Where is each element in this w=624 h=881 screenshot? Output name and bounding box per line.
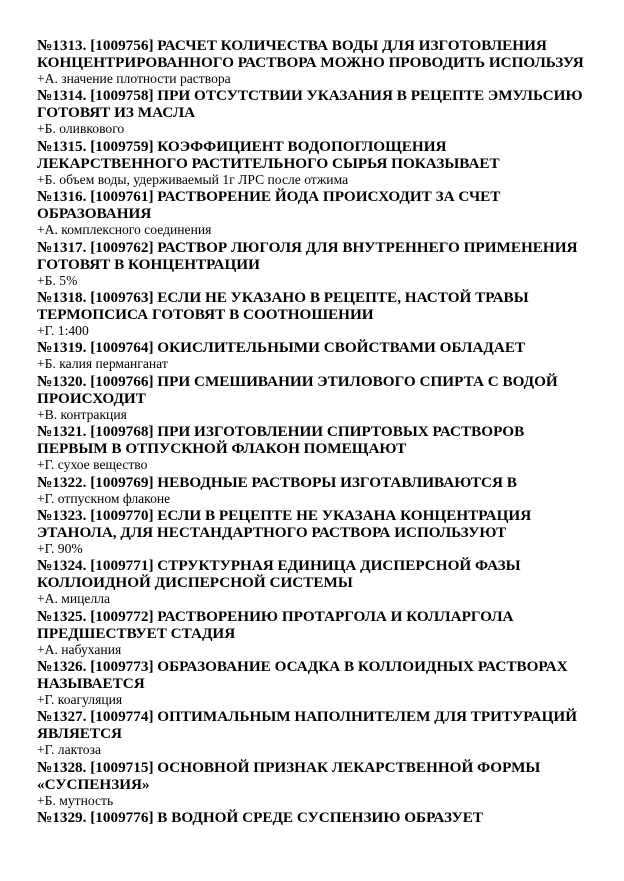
answer-text: +А. мицелла	[37, 591, 111, 607]
question-text: №1323. [1009770] ЕСЛИ В РЕЦЕПТЕ НЕ УКАЗАНА КОНЦЕНТРАЦИЯ ЭТАНОЛА, ДЛЯ НЕСТАНДАРТНОГО РАСТВОРА ИСПОЛЬЗУЮТ	[37, 506, 532, 541]
question-text: №1317. [1009762] РАСТВОР ЛЮГОЛЯ ДЛЯ ВНУТРЕННЕГО ПРИМЕНЕНИЯ ГОТОВЯТ В КОНЦЕНТРАЦИИ	[37, 238, 578, 273]
answer-text: +Б. 5%	[37, 272, 78, 288]
question-item	[37, 339, 597, 372]
answer-text: +Г. лактоза	[37, 742, 101, 758]
question-item	[37, 289, 597, 339]
question-item	[37, 373, 597, 423]
answer-text: +Б. объем воды, удерживаемый 1г ЛРС после отжима	[37, 171, 349, 187]
answer-text: +В. контракция	[37, 406, 127, 422]
question-text: №1315. [1009759] КОЭФФИЦИЕНТ ВОДОПОГЛОЩЕНИЯ ЛЕКАРСТВЕННОГО РАСТИТЕЛЬНОГО СЫРЬЯ ПОКАЗЫВАЕТ	[37, 137, 500, 172]
question-item	[37, 759, 597, 809]
question-text: №1324. [1009771] СТРУКТУРНАЯ ЕДИНИЦА ДИСПЕРСНОЙ ФАЗЫ КОЛЛОИДНОЙ ДИСПЕРСНОЙ СИСТЕМЫ	[37, 557, 521, 592]
question-item	[37, 608, 597, 658]
answer-text: +А. значение плотности раствора	[37, 71, 231, 86]
answer-text: +Б. мутность	[37, 792, 114, 808]
question-item	[37, 37, 597, 87]
question-text: №1319. [1009764] ОКИСЛИТЕЛЬНЫМИ СВОЙСТВАМИ ОБЛАДАЕТ	[37, 339, 526, 357]
question-item	[37, 138, 597, 188]
answer-text: +Г. сухое вещество	[37, 457, 148, 473]
answer-text: +Г. отпускном флаконе	[37, 490, 171, 506]
question-item	[37, 188, 597, 238]
question-item	[37, 507, 597, 557]
question-item	[37, 474, 597, 507]
question-item	[37, 423, 597, 473]
question-item	[37, 809, 597, 826]
question-text: №1325. [1009772] РАСТВОРЕНИЮ ПРОТАРГОЛА И КОЛЛАРГОЛА ПРЕДШЕСТВУЕТ СТАДИЯ	[37, 607, 514, 642]
question-item	[37, 708, 597, 758]
question-text: №1329. [1009776] В ВОДНОЙ СРЕДЕ СУСПЕНЗИЮ ОБРАЗУЕТ	[37, 809, 484, 827]
answer-text: +А. комплексного соединения	[37, 222, 212, 238]
document-body	[37, 37, 597, 826]
question-text: №1328. [1009715] ОСНОВНОЙ ПРИЗНАК ЛЕКАРСТВЕННОЙ ФОРМЫ «СУСПЕНЗИЯ»	[37, 758, 541, 793]
question-text: №1326. [1009773] ОБРАЗОВАНИЕ ОСАДКА В КОЛЛОИДНЫХ РАСТВОРАХ НАЗЫВАЕТСЯ	[37, 658, 568, 693]
question-item	[37, 239, 597, 289]
question-text: №1322. [1009769] НЕВОДНЫЕ РАСТВОРЫ ИЗГОТАВЛИВАЮТСЯ В	[37, 473, 517, 491]
question-text: №1316. [1009761] РАСТВОРЕНИЕ ЙОДА ПРОИСХОДИТ ЗА СЧЕТ ОБРАЗОВАНИЯ	[37, 188, 501, 223]
answer-text: +А. набухания	[37, 641, 122, 657]
answer-text: +Б. оливкового	[37, 121, 125, 137]
answer-text: +Г. 90%	[37, 540, 83, 556]
question-text: №1327. [1009774] ОПТИМАЛЬНЫМ НАПОЛНИТЕЛЕМ ДЛЯ ТРИТУРАЦИЙ ЯВЛЯЕТСЯ	[37, 708, 578, 743]
question-item	[37, 557, 597, 607]
question-text: №1313. [1009756] РАСЧЕТ КОЛИЧЕСТВА ВОДЫ ДЛЯ ИЗГОТОВЛЕНИЯ КОНЦЕНТРИРОВАННОГО РАСТВОРА МОЖНО ПРОВОДИТЬ ИСПОЛЬЗУЯ	[37, 37, 584, 71]
answer-text: +Б. калия перманганат	[37, 356, 168, 372]
answer-text: +Г. коагуляция	[37, 692, 123, 708]
question-item	[37, 658, 597, 708]
question-text: №1314. [1009758] ПРИ ОТСУТСТВИИ УКАЗАНИЯ В РЕЦЕПТЕ ЭМУЛЬСИЮ ГОТОВЯТ ИЗ МАСЛА	[37, 87, 583, 122]
question-text: №1321. [1009768] ПРИ ИЗГОТОВЛЕНИИ СПИРТОВЫХ РАСТВОРОВ ПЕРВЫМ В ОТПУСКНОЙ ФЛАКОН ПОМЕЩАЮТ	[37, 423, 525, 458]
answer-text: +Г. 1:400	[37, 322, 89, 338]
question-text: №1318. [1009763] ЕСЛИ НЕ УКАЗАНО В РЕЦЕПТЕ, НАСТОЙ ТРАВЫ ТЕРМОПСИСА ГОТОВЯТ В СООТНОШЕНИИ	[37, 288, 529, 323]
question-item	[37, 87, 597, 137]
question-text: №1320. [1009766] ПРИ СМЕШИВАНИИ ЭТИЛОВОГО СПИРТА С ВОДОЙ ПРОИСХОДИТ	[37, 372, 558, 407]
